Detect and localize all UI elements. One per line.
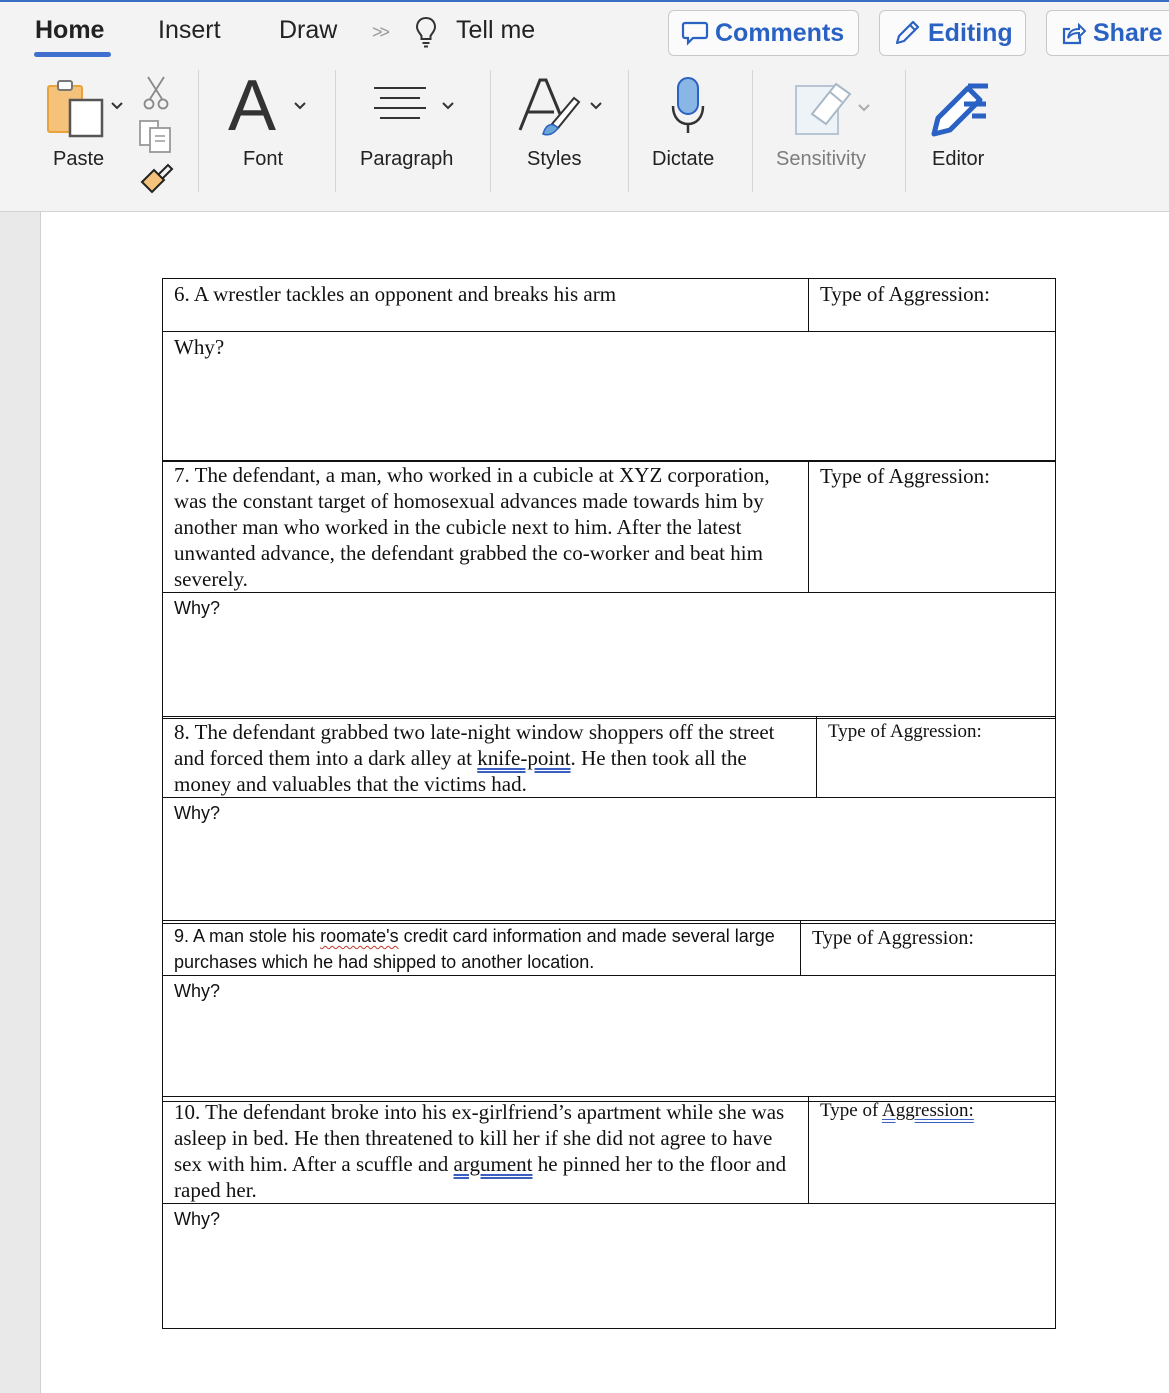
question-10-text[interactable] — [163, 1097, 809, 1204]
question-9-table — [162, 920, 1056, 1102]
share-icon — [1059, 20, 1087, 46]
sensitivity-chevron-down-icon[interactable] — [857, 100, 871, 118]
paste-icon[interactable] — [44, 78, 106, 145]
cut-scissors-icon[interactable] — [141, 75, 171, 116]
sensitivity-label: Sensitivity — [776, 148, 867, 170]
styles-icon[interactable] — [516, 74, 586, 145]
editor-label: Editor — [932, 148, 985, 170]
question-8-grammar-flag[interactable]: knife-point — [477, 746, 571, 770]
question-10-text-part-b: he pinned her to the floor and raped her. — [174, 1152, 787, 1202]
question-8-text-part-a: 8. The defendant grabbed two late-night window shoppers off the street and forced them into a dark alley at — [174, 720, 775, 770]
question-9-text-part-b: credit card information and made several large purchases which he had shipped to another location. — [174, 926, 775, 972]
font-label: Font — [243, 148, 284, 170]
question-8-table — [162, 716, 1056, 924]
format-painter-icon[interactable] — [138, 160, 176, 201]
lightbulb-icon[interactable] — [414, 16, 438, 53]
question-8-text[interactable] — [163, 717, 817, 798]
question-10-type-label[interactable] — [809, 1097, 1056, 1204]
question-7-why[interactable]: Why? — [163, 593, 1056, 719]
ribbon-separator — [628, 70, 629, 192]
left-margin-bar — [0, 212, 40, 1393]
question-6-table — [162, 278, 1056, 462]
styles-label: Styles — [527, 148, 582, 170]
question-8-text-part-b: . He then took all the money and valuables that the victims had. — [174, 746, 747, 796]
ribbon-separator — [490, 70, 491, 192]
editor-pen-icon[interactable] — [928, 76, 992, 145]
paste-label: Paste — [53, 148, 105, 170]
question-9-type-label[interactable]: Type of Aggression: — [801, 921, 1056, 976]
question-7-table — [162, 460, 1056, 719]
tabs-overflow-icon[interactable]: >> — [372, 22, 388, 42]
question-10-type-label-part-a: Type of — [820, 1100, 882, 1121]
dictate-label: Dictate — [652, 148, 715, 170]
sensitivity-icon[interactable] — [792, 74, 858, 143]
ribbon-separator — [752, 70, 753, 192]
comment-icon — [681, 20, 709, 46]
pencil-icon — [892, 18, 922, 48]
font-icon[interactable]: A — [228, 66, 277, 146]
font-chevron-down-icon[interactable] — [293, 98, 307, 116]
microphone-icon[interactable] — [670, 76, 706, 141]
tab-tell-me[interactable]: Tell me — [456, 16, 536, 44]
paragraph-label: Paragraph — [360, 148, 454, 170]
copy-icon[interactable] — [137, 118, 173, 159]
share-label: Share — [1093, 18, 1163, 47]
question-8-why[interactable]: Why? — [163, 798, 1056, 924]
question-9-text-part-a: 9. A man stole his — [174, 926, 321, 946]
ribbon — [0, 0, 1169, 212]
question-6-text[interactable]: 6. A wrestler tackles an opponent and breaks his arm — [163, 279, 809, 332]
comments-label: Comments — [715, 18, 845, 47]
tab-home[interactable]: Home — [35, 16, 105, 44]
tab-draw[interactable]: Draw — [279, 16, 338, 44]
window-accent-line — [0, 0, 1169, 2]
question-10-grammar-flag[interactable]: argument — [453, 1152, 533, 1176]
editing-label: Editing — [928, 18, 1013, 47]
question-10-table — [162, 1096, 1056, 1329]
ribbon-separator — [335, 70, 336, 192]
question-8-type-label[interactable]: Type of Aggression: — [817, 717, 1056, 798]
question-9-spelling-flag[interactable]: roomate's — [320, 926, 399, 946]
active-tab-indicator — [34, 52, 111, 57]
comments-button[interactable] — [668, 10, 859, 56]
ribbon-separator — [905, 70, 906, 192]
question-10-type-label-flag[interactable]: Aggression: — [882, 1100, 974, 1121]
question-10-why[interactable]: Why? — [163, 1204, 1056, 1329]
question-7-type-label[interactable]: Type of Aggression: — [809, 461, 1056, 593]
styles-chevron-down-icon[interactable] — [589, 98, 603, 116]
question-10-text-part-a: 10. The defendant broke into his ex-girlfriend’s apartment while she was asleep in bed. He then threatened to kill her if she did not agree to have sex with him. After a scuffle and — [174, 1100, 785, 1176]
paragraph-align-icon[interactable] — [372, 84, 428, 129]
question-9-why[interactable]: Why? — [163, 976, 1056, 1102]
question-9-text[interactable] — [163, 921, 801, 976]
question-6-type-label[interactable]: Type of Aggression: — [809, 279, 1056, 332]
paragraph-chevron-down-icon[interactable] — [441, 98, 455, 116]
share-button[interactable] — [1046, 10, 1169, 56]
editing-button[interactable] — [879, 10, 1026, 56]
tab-insert[interactable]: Insert — [158, 16, 221, 44]
question-6-why[interactable]: Why? — [163, 332, 1056, 462]
question-7-text[interactable]: 7. The defendant, a man, who worked in a cubicle at XYZ corporation, was the constant target of homosexual advances made towards him by another man who worked in the cubicle next to him. After the latest unwanted advance, the defendant grabbed the co-worker and beat him severely. — [163, 461, 809, 593]
ribbon-separator — [198, 70, 199, 192]
paste-chevron-down-icon[interactable] — [110, 98, 124, 116]
